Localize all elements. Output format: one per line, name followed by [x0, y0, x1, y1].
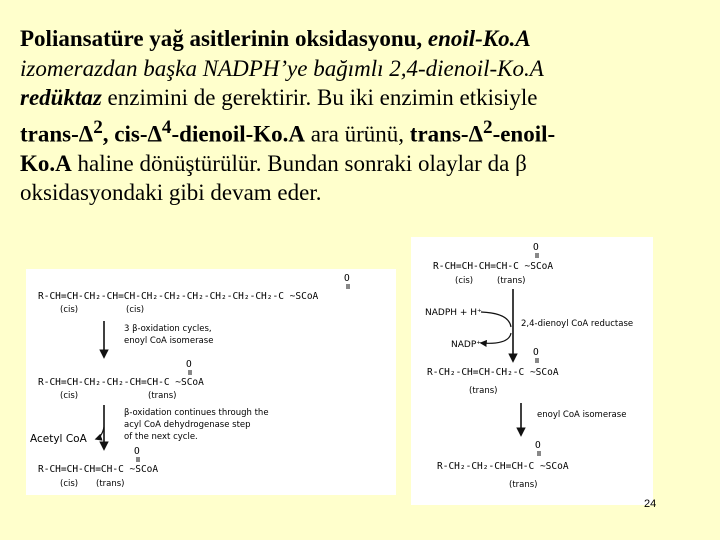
stereo-label: (cis): [60, 305, 79, 315]
acetyl-coa-label: Acetyl CoA: [30, 433, 87, 445]
compound-formula: R-CH=CH-CH₂-CH₂-CH=CH-C ~SCoA: [38, 377, 204, 388]
stereo-label: (cis): [126, 305, 145, 315]
text-run: oksidasyondaki gibi devam eder.: [20, 180, 322, 206]
text-run: izomerazdan başka NADPH’ye bağımlı 2,4-dienoil-Ko.A: [20, 55, 544, 81]
enzyme-label: 2,4-dienoyl CoA reductase: [521, 319, 634, 329]
nadph-label: NADPH + H⁺: [425, 308, 482, 318]
superscript: 2: [482, 116, 493, 138]
stereo-label: (cis): [60, 479, 79, 489]
stereo-label: (trans): [509, 480, 538, 490]
step-note: β-oxidation continues through the: [124, 408, 269, 418]
compound-formula: R-CH=CH-CH₂-CH=CH-CH₂-CH₂-CH₂-CH₂-CH₂-CH₂-C ~SCoA: [38, 291, 319, 302]
enzyme-label: enoyl CoA isomerase: [537, 410, 627, 420]
compound-formula: R-CH=CH-CH=CH-C ~SCoA: [433, 261, 554, 272]
right-diagram-svg: [411, 237, 653, 505]
delta-symbol: Δ: [468, 121, 483, 147]
right-reaction-diagram: [411, 237, 653, 505]
carbonyl-oxygen: O: [134, 446, 140, 457]
nadp-label: NADP⁺: [451, 340, 481, 350]
step-note: enoyl CoA isomerase: [124, 336, 214, 346]
carbonyl-oxygen: O: [344, 273, 350, 284]
text-run: -dienoil-Ko.A: [171, 121, 306, 147]
step-note: of the next cycle.: [124, 432, 198, 442]
stereo-label: (trans): [96, 479, 125, 489]
compound-formula: R-CH₂-CH₂-CH=CH-C ~SCoA: [437, 461, 569, 472]
stereo-label: (trans): [469, 386, 498, 396]
body-paragraph: [20, 24, 700, 208]
text-run: ara ürünü,: [305, 121, 410, 147]
text-run: trans-: [409, 121, 469, 147]
text-run: trans-: [20, 121, 79, 147]
delta-symbol: Δ: [147, 121, 162, 147]
text-run: , cis-: [102, 121, 148, 147]
carbonyl-oxygen: O: [533, 242, 539, 253]
compound-formula: R-CH₂-CH=CH-CH₂-C ~SCoA: [427, 367, 559, 378]
superscript: 2: [93, 116, 103, 138]
stereo-label: (cis): [455, 276, 474, 286]
text-run: enoil-Ko.A: [427, 26, 531, 51]
step-note: acyl CoA dehydrogenase step: [124, 420, 251, 430]
delta-symbol: Δ: [78, 121, 94, 147]
carbonyl-oxygen: O: [186, 359, 192, 370]
left-reaction-diagram: [26, 269, 396, 495]
stereo-label: (trans): [148, 391, 177, 401]
left-diagram-svg: [26, 269, 396, 495]
text-run: Poliansatüre yağ asitlerinin oksidasyonu,: [20, 26, 428, 51]
superscript: 4: [161, 116, 172, 138]
cofactor-arrow-in: [481, 312, 511, 327]
carbonyl-oxygen: O: [533, 347, 539, 358]
text-run: redüktaz: [20, 85, 102, 110]
text-run: -enoil-: [492, 121, 556, 147]
carbonyl-oxygen: O: [535, 440, 541, 451]
stereo-label: (trans): [497, 276, 526, 286]
compound-formula: R-CH=CH-CH=CH-C ~SCoA: [38, 464, 159, 475]
text-run: Ko.A: [20, 150, 72, 176]
step-note: 3 β-oxidation cycles,: [124, 324, 212, 334]
side-arrow: [96, 427, 104, 439]
text-run: haline dönüştürülür. Bundan sonraki olaylar da: [71, 150, 516, 176]
stereo-label: (cis): [60, 391, 79, 401]
text-run: enzimini de gerektirir. Bu iki enzimin etkisiyle: [101, 85, 538, 110]
page-number: 24: [644, 498, 657, 510]
cofactor-arrow-out: [481, 333, 511, 343]
beta-symbol: β: [515, 150, 527, 176]
